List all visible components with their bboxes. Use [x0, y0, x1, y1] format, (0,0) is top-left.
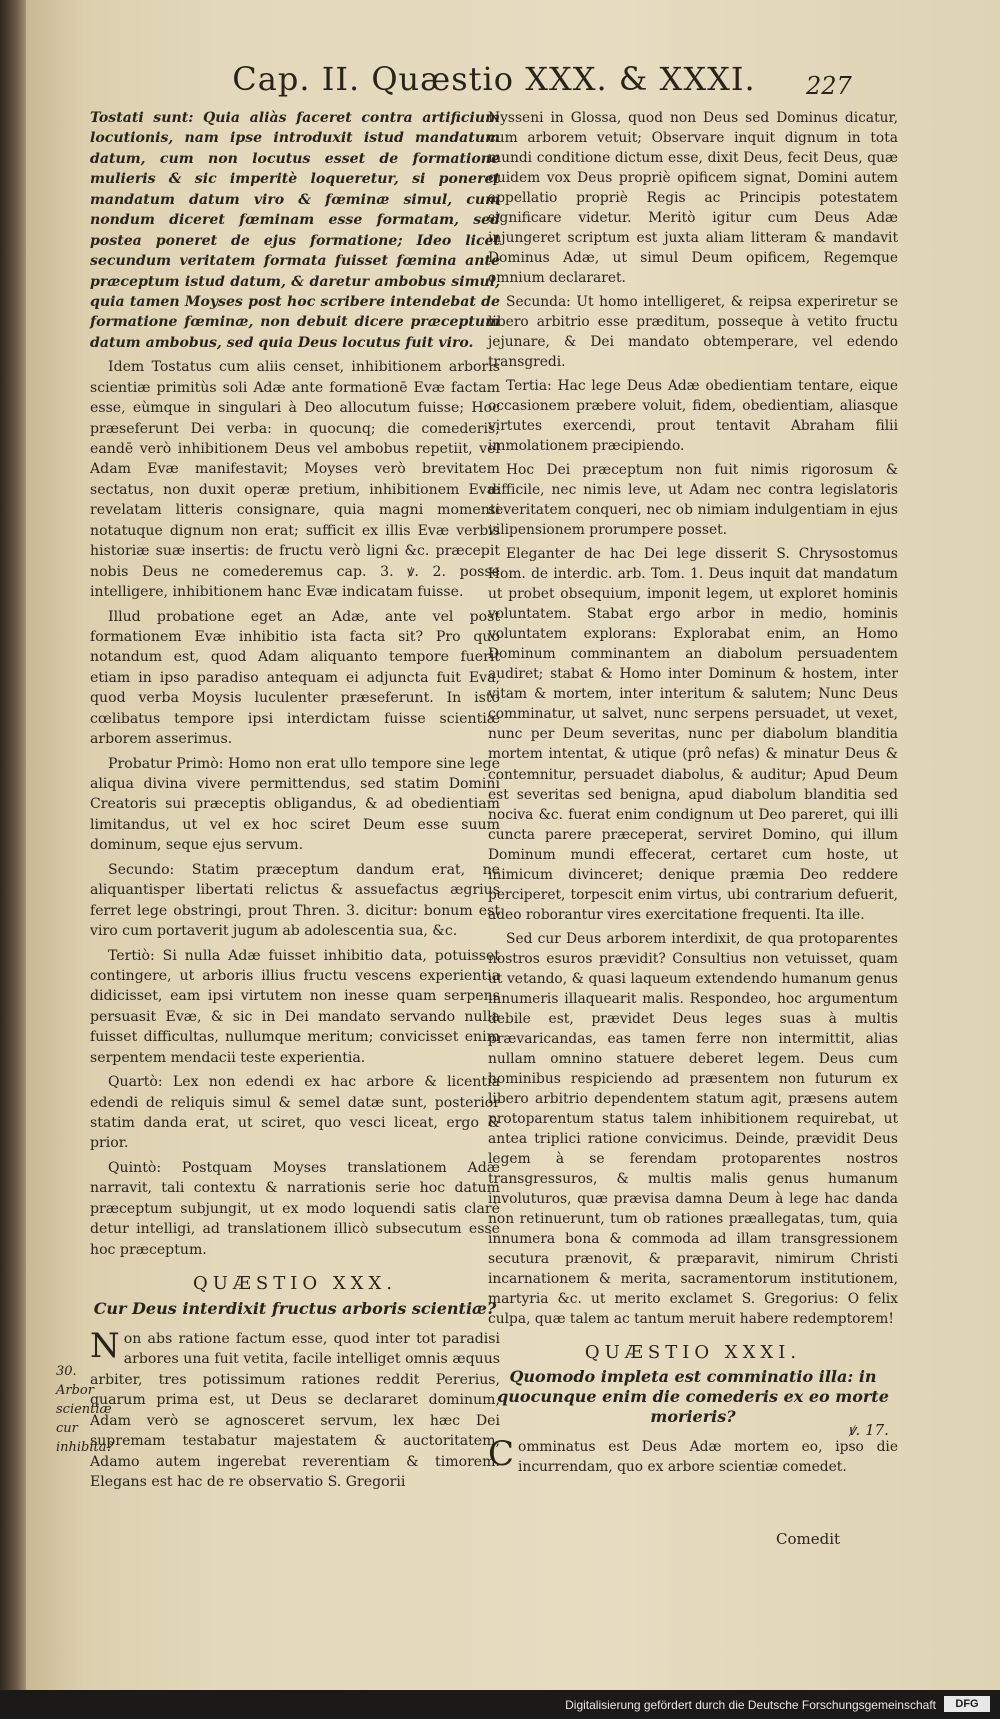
paragraph: Tertiò: Si nulla Adæ fuisset inhibitio data, potuisset contingere, ut arboris illius fructu vescens experientia didicisset, eam ipsi virtutem non inesse quam serpens persuasit Evæ, & sic in Dei mandato servando nulla fuisset difficultas, nullumque meritum; convicisset enim serpentem mendacii teste experientia.	[90, 947, 500, 1066]
page-number: 227	[806, 72, 852, 100]
paragraph: Secundo: Statim præceptum dandum erat, ne aliquantisper libertati relictus & assuefactus ægrius ferret lege obstringi, prout Thren. 3. dicitur: bonum est viro cum portaverit jugum ab adolescentia sua, &c.	[90, 861, 500, 940]
question-title: Quomodo impleta est comminatio illa: in quocunque enim die comederis ex eo morte morieris?	[497, 1366, 889, 1426]
paragraph: Eleganter de hac Dei lege disserit S. Chrysostomus Hom. de interdic. arb. Tom. 1. Deus inquit dat mandatum ut probet obsequium, imponit legem, ut exploret hominis voluntatem. Stabat ergo arbor in medio, hominis voluntatem explorans: Explorabat enim, an Homo Dominum comminantem an diabolum persuadentem audiret; stabat & Homo inter Dominum & hostem, inter vitam & mortem, inter interitum & salutem; Nunc Deus comminatur, ut salvet, nunc serpens persuadet, ut vexet, nunc per Deum severitas, nunc per diabolum blanditia mortem intentat, & utique (prô nefas) & minatur Deus & contemnitur, persuadet diabolus, & auditur; Apud Deum est severitas sed benigna, apud diabolum blanditia sed nociva &c. fuerat enim condignum ut Deo pareret, qui illi cuncta parere præceperat, serviret Domino, qui illum Dominum mundi effecerat, certaret cum hoste, ut inimicum divinceret; denique præmia Deo reddere perciperet, torpescit enim virtus, ubi contrarium defuerit, adeo roborantur vires exercitatione frequenti. Ita ille.	[488, 546, 898, 923]
margin-note	[56, 1362, 114, 1457]
paragraph: Tostati sunt: Quia aliàs faceret contra artificium locutionis, nam ipse introduxit istud mandatum datum, cum non locutus esset de formatione mulieris & sic imperitè loqueretur, si poneret mandatum datum viro & fœminæ simul, cum nondum diceret fœminam esse formatam, sed postea poneret de ejus formatione; Ideo licet secundum veritatem formata fuisset fœmina ante præceptum istud datum, & daretur ambobus simul, quia tamen Moyses post hoc scribere intendebat de formatione fœminæ, non debuit dicere præceptum datum ambobus, sed quia Deus locutus fuit viro.	[90, 110, 500, 351]
paragraph: Tertia: Hac lege Deus Adæ obedientiam tentare, eique occasionem præbere voluit, fidem, obedientiam, aliasque virtutes exercendi, prout tentavit Abraham filii immolationem præcipiendo.	[488, 378, 898, 455]
paragraph: Idem Tostatus cum aliis censet, inhibitionem arboris scientiæ primitùs soli Adæ ante formationē Evæ factam esse, eùmque in singulari à Deo allocutum fuisse; Hoc præseferunt Dei verba: in quocunq; die comederis; eandē verò inhibitionem Deus vel ambobus repetiit, vel Adam Evæ manifestavit; Moyses verò brevitatem sectatus, non duxit operæ pretium, inhibitionem Evæ revelatam litteris consignare, quia magni momenti notatuque dignum non erat; sufficit ex illis Evæ verbis historiæ suæ insertis: de fructu verò ligni &c. præcepit nobis Deus ne comederemus cap. 3. ꝟ. 2. posse intelligere, inhibitionem hanc Evæ indicatam fuisse.	[90, 359, 500, 601]
footer-text: Digitalisierung gefördert durch die Deutsche Forschungsgemeinschaft	[565, 1698, 936, 1712]
question-heading: QUÆSTIO XXXI.	[584, 1341, 802, 1363]
question-heading: QUÆSTIO XXX.	[192, 1273, 398, 1295]
question-title: Cur Deus interdixit fructus arboris scientiæ?	[93, 1298, 497, 1318]
right-column	[488, 108, 898, 1481]
paragraph: Quartò: Lex non edendi ex hac arbore & licentia edendi de reliquis simul & semel datæ sunt, posterior statim danda erat, ut sciret, quo vesci liceat, ergo & prior.	[90, 1074, 500, 1152]
paragraph: Illud probatione eget an Adæ, ante vel post formationem Evæ inhibitio ista facta sit? Pro quo notandum est, quod Adam aliquanto tempore fuerit etiam in ipso paradiso antequam ei adjuncta fuit Eva, quod verba Moysis luculenter præseferunt. In isto cœlibatus tempore ipsi interdictam fuisse scientiæ arborem asserimus.	[90, 608, 500, 748]
digitization-footer	[0, 1690, 1000, 1719]
book-page	[26, 0, 1000, 1690]
margin-note-text: Arbor scientiæ cur inhibita?	[56, 1383, 114, 1455]
paragraph: Comminatus est Deus Adæ mortem eo, ipso die incurrendam, quo ex arbore scientiæ comedet.	[488, 1434, 898, 1476]
margin-note-number: 30.	[56, 1364, 77, 1379]
running-title: Cap. II. Quæstio XXX. & XXXI.	[232, 60, 756, 98]
paragraph: Probatur Primò: Homo non erat ullo tempore sine lege aliqua divina vivere permittendus, sed statim Domini Creatoris sui præceptis obligandus, & ad obedientiam limitandus, ut vel ex hoc sciret Deum esse suum dominum, seque ejus servum.	[90, 755, 500, 854]
margin-verse-ref: ꝟ. 17.	[848, 1421, 889, 1439]
page-header	[26, 60, 1000, 110]
paragraph: Quintò: Postquam Moyses translationem Adæ narravit, tali contextu & narrationis serie hoc datum præceptum subjungit, ut ex modo loquendi satis clarè detur intelligi, ad translationem illicò subsecutum esse hoc præceptum.	[90, 1159, 500, 1258]
catchword: Comedit	[776, 1530, 841, 1548]
dfg-logo: DFG	[944, 1696, 990, 1712]
left-column	[90, 108, 500, 1496]
paragraph: Nysseni in Glossa, quod non Deus sed Dominus dicatur, cum arborem vetuit; Observare inquit dignum in tota mundi conditione dictum esse, dixit Deus, fecit Deus, quæ quidem vox Deus propriè opificem signat, Domini autem appellatio propriè Regis ac Principis potestatem significare videtur. Meritò igitur cum Deus Adæ injungeret scriptum est juxta aliam litteram & mandavit Dominus Adæ, ut simul Deum opificem, Regemque omnium declararet.	[488, 110, 898, 287]
paragraph: Sed cur Deus arborem interdixit, de qua protoparentes nostros esuros prævidit? Consultius non vetuisset, quam ut vetando, & quasi laqueum extendendo humanum genus innumeris illaquearit malis. Respondeo, hoc argumentum debile est, prævidet Deus leges suas à multis prævaricandas, eas tamen ferre non intermittit, alias nullam omnino statuere deberet legem. Deus cum hominibus respiciendo ad præsentem non futurum ex libero arbitrio dependentem statum agit, præsens autem protoparentum status talem inhibitionem requirebat, ut antea triplici ratione convicimus. Deinde, prævidit Deus legem à se ferendam protoparentes nostros transgressuros, & multis malis genus humanum involuturos, quæ prævisa damna Deum à lege hac danda non retinuerunt, tum ob rationes præallegatas, tum, quia innumera bona & commoda ad illam transgressionem secutura prænovit, & præparavit, nimirum Christi incarnationem & merita, sacramentorum institutionem, martyria &c. ut merito exclamet S. Gregorius: O felix culpa, quæ talem ac tantum meruit habere redemptorem!	[488, 930, 898, 1327]
paragraph: Hoc Dei præceptum non fuit nimis rigorosum & difficile, nec nimis leve, ut Adam nec contra legislatoris severitatem conqueri, nec ob nimiam indulgentiam in ejus vilipensionem prorumpere posset.	[488, 462, 898, 539]
paragraph: Secunda: Ut homo intelligeret, & reipsa experiretur se libero arbitrio esse præditum, posseque à vetito fructu jejunare, & Dei mandato obtemperare, vel edendo transgredi.	[488, 294, 898, 371]
paragraph: Non abs ratione factum esse, quod inter tot paradisi arbores una fuit vetita, facile intelliget omnis æquus arbiter, tres potissimum rationes reddit Pererius, quarum prima est, ut Deus se declararet dominum, Adam verò se agnosceret servum, lex hæc Dei supremam testabatur majestatem & auctoritatem, Adamo autem ingerebat reverentiam & timorem. Elegans est hac de re observatio S. Gregorii	[90, 1325, 500, 1490]
